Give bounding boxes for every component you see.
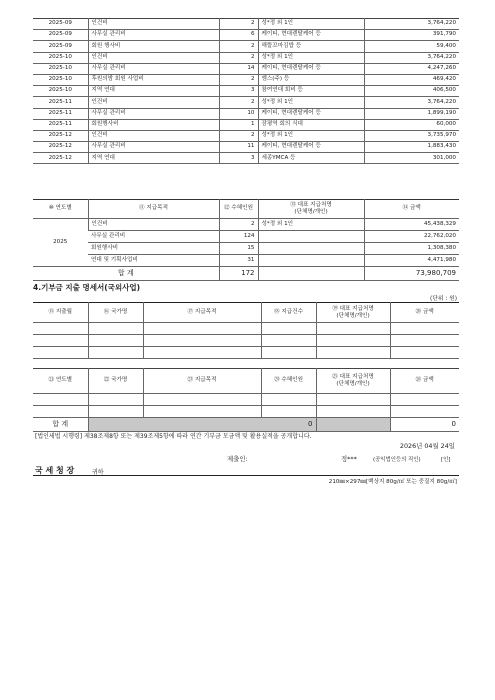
table-row [33,97,459,108]
row-purpose: 후원의밤 회원 사업비 [88,74,219,85]
summary-rep [258,243,364,255]
row-month: 2025-09 [33,41,88,52]
header-amount: ㉖ 금액 [390,369,459,394]
table-row [33,19,459,30]
unit-label: (단위 : 원) [430,296,457,302]
header-country: ⑯ 국가명 [88,303,143,323]
bottom-rule [33,475,459,476]
overseas-total-count: 0 [88,418,316,432]
row-amount: 4,247,260 [364,63,459,74]
row-amount: 3,764,220 [364,52,459,63]
row-rep: 성*정 외 1인 [258,97,364,108]
signature-note: (공익법인등의 직인) [373,457,421,463]
row-count: 2 [219,130,258,141]
table-row [33,74,459,85]
section4-title: 4.기부금 지출 명세서(국외사업) [33,283,141,292]
header-rep: ㉕ 대표 지급처명 (단체명/개인) [316,369,390,394]
honorific: 귀하 [92,469,104,476]
summary-count: 31 [219,255,258,267]
row-month: 2025-10 [33,74,88,85]
row-month: 2025-11 [33,119,88,130]
row-purpose: 회원 행사비 [88,41,219,52]
row-rep: 세종YMCA 등 [258,153,364,164]
empty-row [33,347,459,359]
table-row [33,142,459,153]
overseas-total-label: 합 계 [33,418,88,432]
summary-amount: 45,438,329 [364,219,459,231]
summary-purpose: 인건비 [88,219,219,231]
overseas-total-amount: 0 [390,418,459,432]
summary-total-count: 172 [219,267,258,281]
row-purpose: 사무실 관리비 [88,108,219,119]
row-count: 6 [219,30,258,41]
table-row [33,52,459,63]
table-row [33,63,459,74]
row-amount: 59,400 [364,41,459,52]
row-count: 14 [219,63,258,74]
row-purpose: 인건비 [88,52,219,63]
summary-header-row [33,200,459,219]
summary-amount: 1,308,380 [364,243,459,255]
row-rep: 성*정 외 1인 [258,19,364,30]
table-row [33,108,459,119]
row-month: 2025-10 [33,86,88,97]
row-month: 2025-10 [33,52,88,63]
table-row [33,30,459,41]
seal-mark: [인] [441,457,451,463]
summary-amount: 22,762,020 [364,231,459,243]
header-amount: ⑳ 금액 [390,303,459,323]
row-month: 2025-12 [33,142,88,153]
row-count: 1 [219,119,258,130]
table-row [33,119,459,130]
row-amount: 406,500 [364,86,459,97]
row-month: 2025-09 [33,19,88,30]
row-count: 10 [219,108,258,119]
row-rep: 케이티, 현대렌탈케어 등 [258,108,364,119]
row-amount: 391,790 [364,30,459,41]
row-amount: 1,899,190 [364,108,459,119]
summary-count: 2 [219,219,258,231]
summary-rep [258,255,364,267]
empty-row [33,394,459,406]
empty-row [33,406,459,418]
header-purpose: ⑰ 지급목적 [143,303,261,323]
row-month: 2025-09 [33,30,88,41]
table-row [33,153,459,164]
monthly-expense-table [33,18,459,164]
table-row [33,130,459,141]
row-amount: 3,764,220 [364,97,459,108]
header-country: ㉒ 국가명 [88,369,143,394]
row-month: 2025-11 [33,108,88,119]
annual-summary-table [33,199,459,281]
row-rep: 해뜰꼬마김밥 등 [258,41,364,52]
row-rep: 참여연대 회비 등 [258,86,364,97]
summary-purpose: 연대 및 기획사업비 [88,255,219,267]
row-rep: 케이티, 현대렌탈케어 등 [258,30,364,41]
summary-total-row [33,267,459,281]
header-rep: ⑬ 대표 지급처명 (단체명/개인) [258,200,364,219]
header-amount: ⑭ 금액 [364,200,459,219]
overseas-expense-table [33,302,459,359]
row-month: 2025-12 [33,153,88,164]
row-month: 2025-10 [33,63,88,74]
row-count: 2 [219,41,258,52]
row-month: 2025-12 [33,130,88,141]
summary-rep: 성*정 외 1인 [258,219,364,231]
row-purpose: 인건비 [88,130,219,141]
header-year: ⑩ 연도별 [33,200,88,219]
header-purpose: ㉓ 지급목적 [143,369,261,394]
summary-amount: 4,471,980 [364,255,459,267]
submitter-name: 정*** [341,455,357,463]
row-count: 3 [219,86,258,97]
summary-total-label: 합 계 [33,267,219,281]
empty-row [33,335,459,347]
row-rep: 성*정 외 1인 [258,130,364,141]
row-amount: 3,735,970 [364,130,459,141]
row-count: 11 [219,142,258,153]
row-purpose: 인건비 [88,97,219,108]
row-purpose: 사무실 관리비 [88,142,219,153]
row-count: 2 [219,97,258,108]
summary-purpose: 사무실 관리비 [88,231,219,243]
overseas-summary-table [33,368,459,432]
summary-count: 15 [219,243,258,255]
row-amount: 301,000 [364,153,459,164]
row-count: 2 [219,52,258,63]
row-purpose: 지역 연대 [88,86,219,97]
row-count: 2 [219,19,258,30]
table-row [33,86,459,97]
header-cnt: ㉔ 수혜인원 [261,369,316,394]
row-rep: 잠평역 회의 식대 [258,119,364,130]
row-purpose: 인건비 [88,19,219,30]
row-purpose: 회원행사비 [88,119,219,130]
paper-spec: 210㎜×297㎜[백상지 80g/㎡ 또는 중질지 80g/㎡] [328,479,457,485]
recipient: 국 세 청 장 [35,466,75,475]
header-rep: ⑲ 대표 지급처명 (단체명/개인) [316,303,390,323]
row-amount: 3,764,220 [364,19,459,30]
row-amount: 60,000 [364,119,459,130]
row-purpose: 사무실 관리비 [88,30,219,41]
header-count: ⑫ 수혜인원 [219,200,258,219]
summary-total-amount: 73,980,709 [364,267,459,281]
row-rep: 엠스(주) 등 [258,74,364,85]
row-amount: 469,420 [364,74,459,85]
row-rep: 케이티, 현대렌탈케어 등 [258,63,364,74]
row-count: 3 [219,153,258,164]
empty-row [33,323,459,335]
summary-year: 2025 [33,219,88,267]
row-purpose: 지역 연대 [88,153,219,164]
row-purpose: 사무실 관리비 [88,63,219,74]
legal-notice: [법인세법 시행령] 제38조제8항 또는 제39조제5항에 따라 연간 기부금 모금액 및 활용실적을 공개합니다. [35,433,312,440]
row-count: 2 [219,74,258,85]
submitter-label: 제출인: [227,455,248,463]
header-year: ㉑ 연도별 [33,369,88,394]
summary-count: 124 [219,231,258,243]
row-rep: 성*정 외 1인 [258,52,364,63]
table-row [33,41,459,52]
header-cnt: ⑱ 지급건수 [261,303,316,323]
header-purpose: ⑪ 지급목적 [88,200,219,219]
row-amount: 1,883,430 [364,142,459,153]
row-month: 2025-11 [33,97,88,108]
overseas-total-row [33,418,459,432]
header-month: ⑮ 지출월 [33,303,88,323]
summary-rep [258,231,364,243]
row-rep: 케이티, 현대렌탈케어 등 [258,142,364,153]
summary-purpose: 회원행사비 [88,243,219,255]
submission-date: 2026년 04월 24일 [399,442,455,450]
